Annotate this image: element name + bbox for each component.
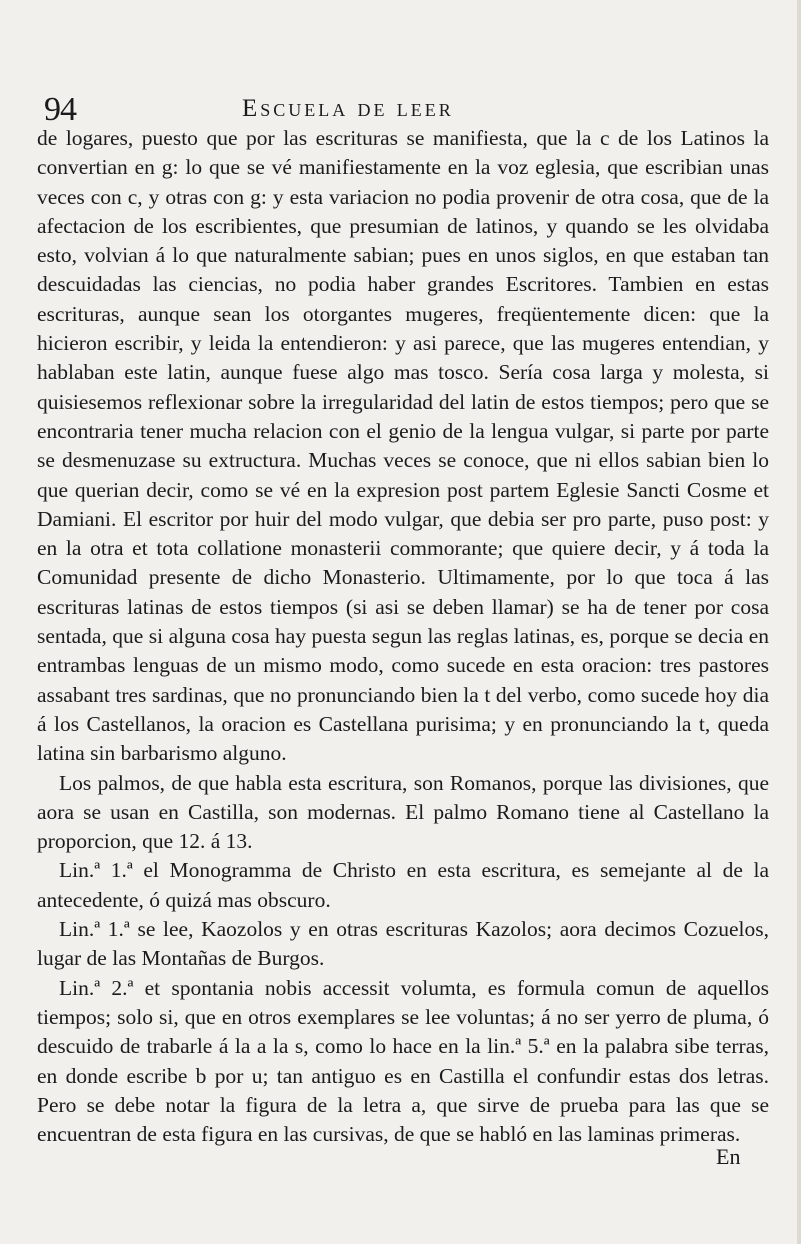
- paragraph: Lin.ª 1.ª el Monogramma de Christo en esta escritura, es semejante al de la antecedente, ó quizá mas obscuro.: [37, 858, 769, 912]
- paragraph: Lin.ª 2.ª et spontania nobis accessit volumta, es formula comun de aquellos tiempos; solo si, que en otros exemplares se lee voluntas; á no ser yerro de pluma, ó descuido de trabarle á la a la s, como lo hace en la lin.ª 5.ª en la palabra sibe terras, en donde escribe b por u; tan antiguo es en Castilla el confundir estas dos letras. Pero se debe notar la figura de la letra a, que sirve de prueba para las que se encuentran de esta figura en las cursivas, de que se habló en las laminas primeras.: [37, 975, 769, 1147]
- catchword: En: [716, 1144, 741, 1169]
- page-edge: [797, 0, 801, 1244]
- paragraph: de logares, puesto que por las escrituras se manifiesta, que la c de los Latinos la convertian en g: lo que se vé manifiestamente en la voz eglesia, que escribian unas veces con c, y otras con g: y esta variacion no podia provenir de otra cosa, que de la afectacion de los escribientes, que presumian de latinos, y quando se les olvidaba esto, volvian á lo que naturalmente sabian; pues en unos siglos, en que estaban tan descuidadas las ciencias, no podia haber grandes Escritores. Tambien en estas escrituras, aunque sean los otorgantes mugeres, freqüentemente dicen: que la hicieron escribir, y leida la entendieron: y asi parece, que las mugeres entendian, y hablaban este latin, aunque fuese algo mas tosco. Sería cosa larga y molesta, si quisiesemos reflexionar sobre la irregularidad del latin de estos tiempos; pero que se encontraria tener mucha relacion con el genio de la lengua vulgar, si parte por parte se desmenuzase su extructura. Muchas veces se conoce, que ni ellos sabian bien lo que querian decir, como se vé en la expresion post partem Eglesie Sancti Cosme et Damiani. El escritor por huir del modo vulgar, que debia ser pro parte, puso post: y en la otra et tota collatione monasterii commorante; que quiere decir, y á toda la Comunidad presente de dicho Monasterio. Ultimamente, por lo que toca á las escrituras latinas de estos tiempos (si asi se deben llamar) se ha de tener por cosa sentada, que si alguna cosa hay puesta segun las reglas latinas, es, porque se decia en entrambas lenguas de un mismo modo, como sucede en esta oracion: tres pastores assabant tres sardinas, que no pronunciando bien la t del verbo, como sucede hoy dia á los Castellanos, la oracion es Castellana purisima; y en pronunciando la t, queda latina sin barbarismo alguno.: [37, 126, 769, 766]
- paragraph: Lin.ª 1.ª se lee, Kaozolos y en otras escrituras Kazolos; aora decimos Cozuelos, lugar de las Montañas de Burgos.: [37, 917, 769, 971]
- running-head: Escuela de leer: [242, 95, 454, 122]
- page-number: 94: [44, 91, 76, 128]
- body-text: [37, 124, 769, 1149]
- paragraph: Los palmos, de que habla esta escritura, son Romanos, porque las divisiones, que aora se usan en Castilla, son modernas. El palmo Romano tiene al Castellano la proporcion, que 12. á 13.: [37, 770, 769, 854]
